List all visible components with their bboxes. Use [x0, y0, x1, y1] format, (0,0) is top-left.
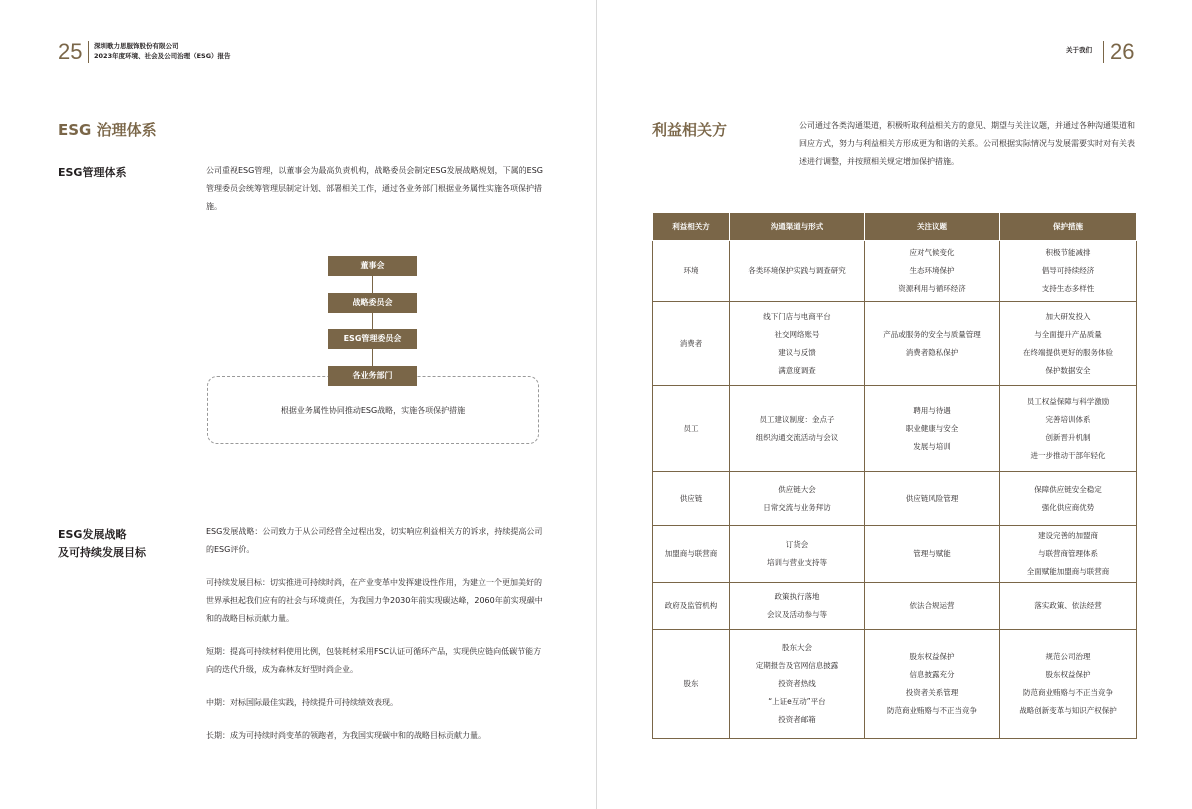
cell-line: 依法合规运营 [909, 601, 955, 610]
org-chart-connector [372, 266, 373, 368]
cell-line: 全面赋能加盟商与联营商 [1026, 567, 1110, 576]
table-row [653, 302, 1137, 386]
section-title-stakeholders: 利益相关方 [652, 121, 728, 139]
org-box-strategy-committee: 战略委员会 [328, 293, 417, 313]
cell-channels [730, 386, 865, 472]
cell-measures [1000, 526, 1137, 583]
strategy-paragraph: 中期：对标国际最佳实践，持续提升可持续绩效表现。 [206, 698, 398, 707]
strategy-paragraphs [206, 523, 544, 760]
page-spine-divider [596, 0, 597, 809]
cell-topics [865, 472, 1000, 526]
cell-stakeholder: 消费者 [653, 302, 730, 386]
mgmt-paragraph: 公司重视ESG管理，以董事会为最高负责机构，战略委员会制定ESG发展战略规划，下属的ESG管理委员会统筹管理层制定计划、部署相关工作，通过各业务部门根据业务属性实施各项保护措施。 [206, 166, 543, 211]
cell-line: 战略创新变革与知识产权保护 [1019, 706, 1117, 715]
cell-line: 发展与培训 [913, 441, 951, 451]
cell-line: 防范商业贿赂与不正当竞争 [887, 706, 977, 715]
table-row [653, 583, 1137, 630]
cell-line: 生态环境保护 [909, 266, 955, 275]
header-divider [1103, 41, 1104, 63]
cell-channels [730, 302, 865, 386]
table-header-row [653, 213, 1137, 241]
cell-topics [865, 583, 1000, 630]
cell-measures [1000, 386, 1137, 472]
col-header-topics: 关注议题 [865, 213, 1000, 241]
table-row [653, 526, 1137, 583]
col-header-stakeholder: 利益相关方 [653, 213, 730, 241]
cell-line: 与联营商管理体系 [1038, 549, 1098, 558]
org-box-business-units: 各业务部门 [328, 366, 417, 386]
cell-line: 应对气候变化 [909, 248, 955, 257]
cell-topics [865, 302, 1000, 386]
cell-line: 政策执行落地 [774, 592, 820, 601]
cell-topics [865, 386, 1000, 472]
cell-line: 社交网络账号 [774, 329, 820, 339]
cell-line: 满意度调查 [778, 365, 816, 375]
cell-line: 股东权益保护 [909, 652, 955, 661]
cell-line: 投资者热线 [778, 679, 816, 688]
cell-line: 保障供应链安全稳定 [1034, 484, 1102, 494]
table-row [653, 241, 1137, 302]
cell-line: 保护数据安全 [1045, 365, 1091, 375]
cell-line: 建设完善的加盟商 [1038, 531, 1098, 540]
cell-stakeholder: 供应链 [653, 472, 730, 526]
cell-line: 各类环境保护实践与调查研究 [748, 266, 846, 275]
strategy-paragraph: 长期：成为可持续时尚变革的领跑者，为我国实现碳中和的战略目标贡献力量。 [206, 731, 486, 740]
stakeholder-intro: 公司通过各类沟通渠道，积极听取利益相关方的意见、期望与关注议题，并通过各种沟通渠道和回应方式，努力与利益相关方形成更为和谐的关系。公司根据实际情况与发展需要实时对有关表述进行调整，并按照相关规定增加保护措施。 [799, 121, 1135, 166]
cell-measures [1000, 630, 1137, 739]
cell-channels [730, 472, 865, 526]
cell-line: 规范公司治理 [1045, 652, 1091, 661]
cell-line: 组织沟通交流活动与会议 [755, 432, 839, 442]
cell-line: 股东大会 [782, 643, 812, 652]
cell-line: 员工建议制度：金点子 [759, 414, 835, 424]
left-page-number: 25 [58, 39, 83, 64]
cell-line: 职业健康与安全 [905, 423, 959, 433]
cell-stakeholder: 政府及监管机构 [653, 583, 730, 630]
heading-esg-strategy-line2: 及可持续发展目标 [58, 546, 146, 559]
cell-line: 支持生态多样性 [1041, 284, 1095, 293]
table-row [653, 630, 1137, 739]
cell-measures [1000, 302, 1137, 386]
cell-line: 防范商业贿赂与不正当竞争 [1023, 688, 1113, 697]
cell-line: 信息披露充分 [909, 670, 955, 679]
cell-line: 股东权益保护 [1045, 670, 1091, 679]
org-box-board: 董事会 [328, 256, 417, 276]
cell-line: 建议与反馈 [778, 347, 816, 357]
cell-channels [730, 241, 865, 302]
cell-line: 培训与营业支持等 [767, 558, 827, 567]
right-page-number: 26 [1110, 39, 1135, 64]
cell-stakeholder: 员工 [653, 386, 730, 472]
cell-line: 员工权益保障与科学激励 [1026, 396, 1110, 406]
cell-measures [1000, 583, 1137, 630]
cell-line: “上证e互动”平台 [768, 697, 826, 706]
cell-line: 投资者邮箱 [778, 715, 816, 724]
cell-topics [865, 241, 1000, 302]
cell-line: 聘用与待遇 [913, 405, 951, 415]
cell-measures [1000, 472, 1137, 526]
cell-line: 定期报告及官网信息披露 [755, 661, 839, 670]
strategy-paragraph: ESG发展战略：公司致力于从公司经营全过程出发，切实响应利益相关方的诉求，持续提高公司的ESG评价。 [206, 527, 543, 554]
cell-line: 线下门店与电商平台 [763, 311, 831, 321]
table-row [653, 386, 1137, 472]
table-row [653, 472, 1137, 526]
cell-line: 在终端提供更好的服务体验 [1023, 347, 1113, 357]
report-title: 2023年度环境、社会及公司治理（ESG）报告 [94, 52, 231, 60]
cell-topics [865, 630, 1000, 739]
cell-channels [730, 526, 865, 583]
cell-measures [1000, 241, 1137, 302]
strategy-paragraph: 短期：提高可持续材料使用比例，包装耗材采用FSC认证可循环产品，实现供应链向低碳节能方向的迭代升级，成为森林友好型时尚企业。 [206, 647, 542, 674]
cell-line: 供应链大会 [778, 484, 816, 494]
stakeholder-table [652, 212, 1137, 739]
cell-line: 日常交流与业务拜访 [763, 502, 831, 512]
org-chart-note: 根据业务属性协同推动ESG战略，实施各项保护措施 [280, 406, 466, 415]
cell-stakeholder: 股东 [653, 630, 730, 739]
cell-channels [730, 630, 865, 739]
cell-line: 强化供应商优势 [1041, 502, 1095, 512]
cell-channels [730, 583, 865, 630]
section-title-esg-governance: ESG 治理体系 [58, 121, 157, 139]
cell-stakeholder: 加盟商与联营商 [653, 526, 730, 583]
cell-line: 与全面提升产品质量 [1034, 329, 1102, 339]
cell-line: 加大研发投入 [1045, 311, 1091, 321]
col-header-channels: 沟通渠道与形式 [730, 213, 865, 241]
cell-line: 投资者关系管理 [905, 688, 959, 697]
cell-line: 创新晋升机制 [1045, 432, 1091, 442]
cell-line: 管理与赋能 [913, 549, 951, 558]
cell-line: 倡导可持续经济 [1041, 266, 1095, 275]
cell-line: 产品或服务的安全与质量管理 [883, 329, 981, 339]
right-header-label: 关于我们 [1066, 46, 1092, 54]
cell-line: 落实政策、依法经营 [1034, 601, 1102, 610]
cell-line: 消费者隐私保护 [905, 347, 959, 357]
strategy-paragraph: 可持续发展目标：切实推进可持续时尚，在产业变革中发挥建设性作用，为建立一个更加美好的世界承担起我们应有的社会与环境责任，为我国力争2030年前实现碳达峰，2060年前实现碳中和的战略目标贡献力量。 [206, 578, 543, 623]
heading-esg-strategy-line1: ESG发展战略 [58, 528, 127, 541]
cell-stakeholder: 环境 [653, 241, 730, 302]
heading-esg-management: ESG管理体系 [58, 166, 127, 179]
cell-line: 积极节能减排 [1045, 248, 1091, 257]
cell-line: 进一步推动干部年轻化 [1030, 450, 1106, 460]
cell-line: 供应链风险管理 [905, 493, 959, 503]
header-divider [88, 41, 89, 63]
cell-topics [865, 526, 1000, 583]
cell-line: 订货会 [785, 540, 809, 549]
company-name: 深圳歌力思服饰股份有限公司 [94, 42, 179, 50]
stakeholder-table-body [653, 241, 1137, 739]
cell-line: 完善培训体系 [1045, 414, 1091, 424]
cell-line: 会议及活动参与等 [767, 610, 827, 619]
cell-line: 资源利用与循环经济 [898, 284, 966, 293]
org-box-esg-committee: ESG管理委员会 [328, 329, 417, 349]
col-header-measures: 保护措施 [1000, 213, 1137, 241]
